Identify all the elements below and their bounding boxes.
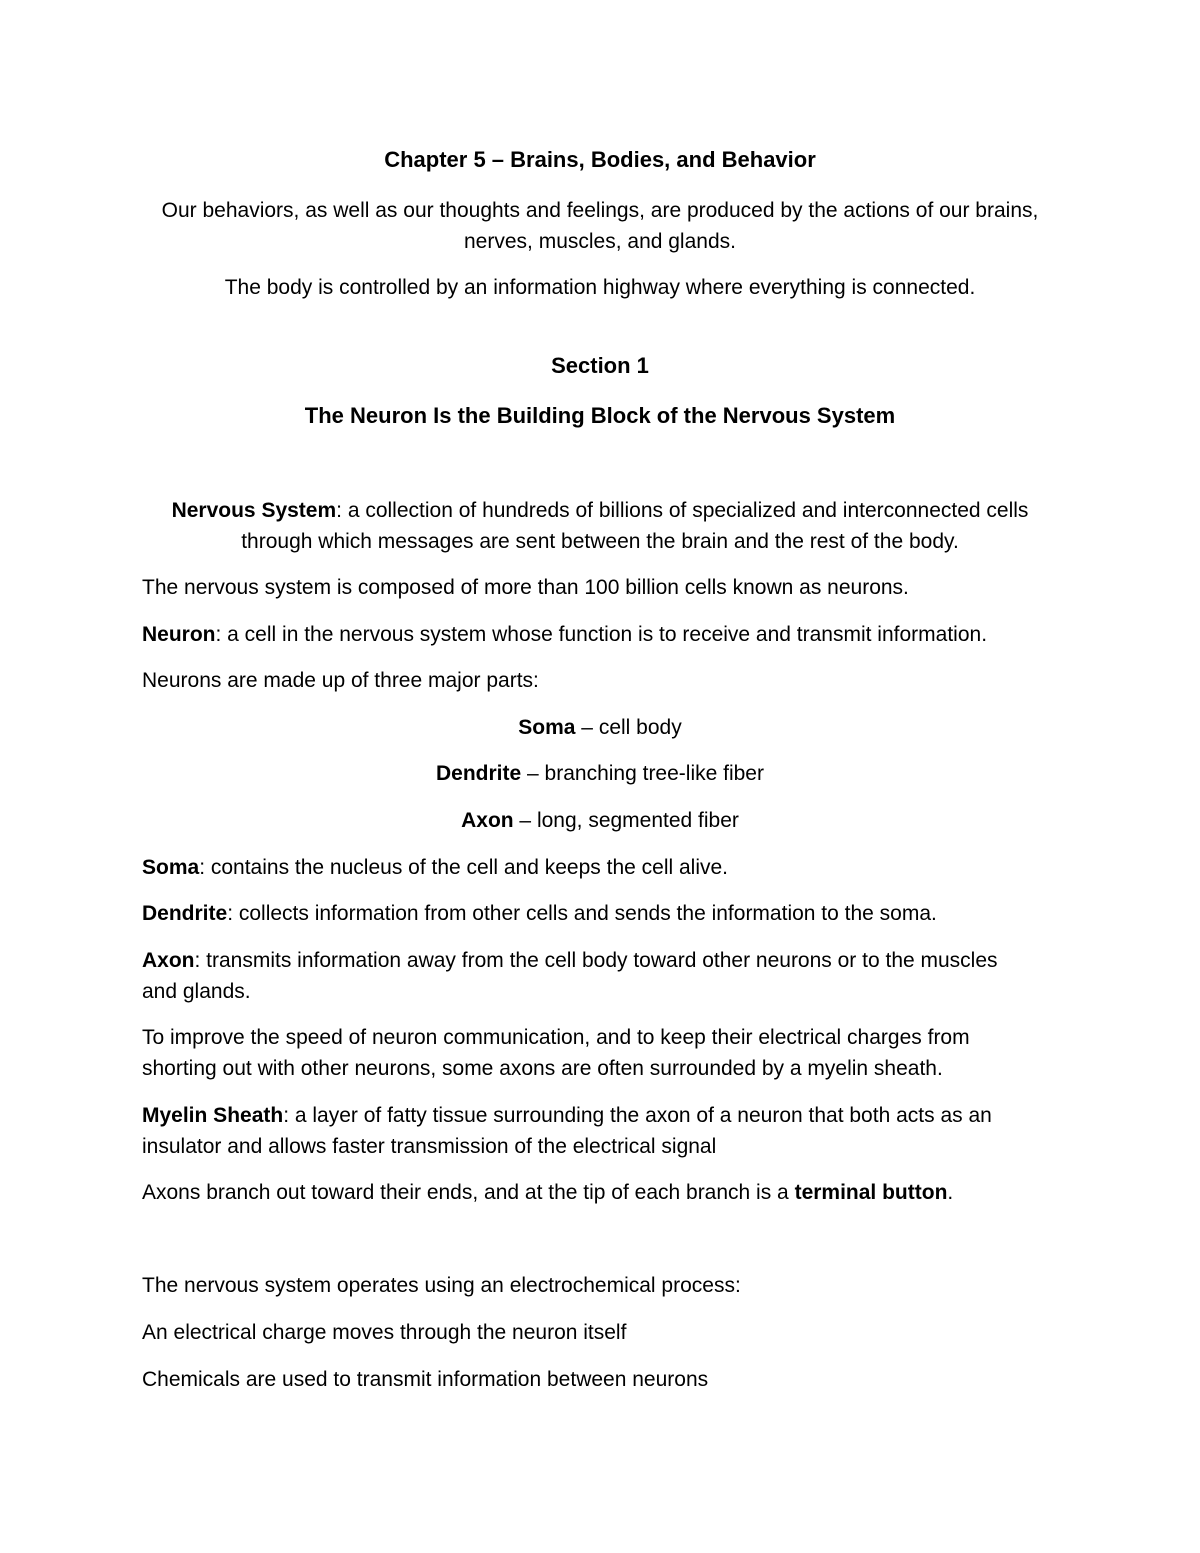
nervous-system-definition-line-1	[0, 495, 1200, 526]
terminal-button-paragraph	[142, 1177, 1072, 1208]
axon-definition-line-2: and glands.	[142, 980, 251, 1003]
myelin-text: : a layer of fatty tissue surrounding the axon of a neuron that both acts as an	[283, 1104, 992, 1127]
dendrite-definition	[142, 898, 1072, 929]
part-term: Soma	[518, 716, 576, 739]
neuron-text: : a cell in the nervous system whose function is to receive and transmit information.	[215, 623, 988, 646]
neuron-term: Neuron	[142, 623, 216, 646]
chemical-paragraph: Chemicals are used to transmit information between neurons	[142, 1368, 709, 1391]
axon-definition-line-1	[142, 945, 1072, 976]
electrical-paragraph: An electrical charge moves through the neuron itself	[142, 1321, 627, 1344]
part-term: Dendrite	[436, 762, 522, 785]
part-desc: – long, segmented fiber	[513, 809, 739, 832]
soma-text: : contains the nucleus of the cell and keeps the cell alive.	[199, 856, 729, 879]
myelin-definition-line-1	[142, 1100, 1072, 1131]
chapter-title: Chapter 5 – Brains, Bodies, and Behavior	[384, 147, 816, 172]
speed-paragraph-line-1: To improve the speed of neuron communication, and to keep their electrical charges from	[142, 1026, 970, 1049]
highway-paragraph: The body is controlled by an information highway where everything is connected.	[224, 276, 976, 299]
section-title: The Neuron Is the Building Block of the Nervous System	[304, 403, 896, 428]
part-item-axon	[0, 805, 1200, 836]
part-term: Axon	[461, 809, 514, 832]
section-label: Section 1	[551, 353, 649, 378]
terminal-button-term: terminal button	[794, 1181, 948, 1204]
myelin-definition-line-2: insulator and allows faster transmission of the electrical signal	[142, 1135, 717, 1158]
dendrite-text: : collects information from other cells and sends the information to the soma.	[227, 902, 937, 925]
nervous-system-term: Nervous System	[171, 499, 337, 522]
nervous-system-definition-line-2: through which messages are sent between the brain and the rest of the body.	[241, 530, 959, 553]
part-desc: – branching tree-like fiber	[521, 762, 764, 785]
parts-intro: Neurons are made up of three major parts:	[142, 669, 539, 692]
nervous-system-text: : a collection of hundreds of billions of specialized and interconnected cells	[336, 499, 1029, 522]
intro-line-1: Our behaviors, as well as our thoughts and feelings, are produced by the actions of our brains,	[161, 199, 1039, 222]
axon-term: Axon	[142, 949, 195, 972]
speed-paragraph-line-2: shorting out with other neurons, some axons are often surrounded by a myelin sheath.	[142, 1057, 943, 1080]
terminal-text-before: Axons branch out toward their ends, and at the tip of each branch is a	[142, 1181, 795, 1204]
soma-term: Soma	[142, 856, 200, 879]
myelin-term: Myelin Sheath	[142, 1104, 284, 1127]
intro-line-2: nerves, muscles, and glands.	[464, 230, 736, 253]
soma-definition	[142, 852, 1072, 883]
axon-text: : transmits information away from the cell body toward other neurons or to the muscles	[194, 949, 998, 972]
terminal-text-after: .	[947, 1181, 954, 1204]
composed-paragraph: The nervous system is composed of more than 100 billion cells known as neurons.	[142, 576, 909, 599]
part-item-soma	[0, 712, 1200, 743]
part-desc: – cell body	[575, 716, 682, 739]
electrochemical-intro: The nervous system operates using an electrochemical process:	[142, 1274, 741, 1297]
part-item-dendrite	[0, 758, 1200, 789]
neuron-definition	[142, 619, 1072, 650]
dendrite-term: Dendrite	[142, 902, 228, 925]
